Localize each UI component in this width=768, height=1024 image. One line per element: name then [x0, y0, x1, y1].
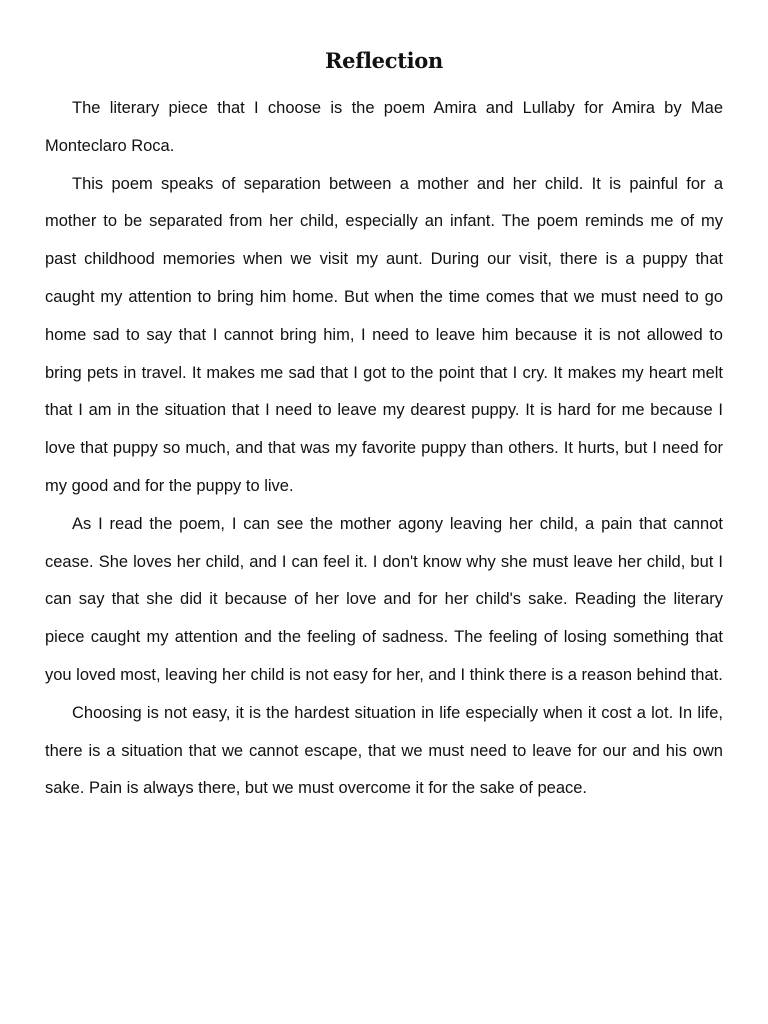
- paragraph-conclusion: Choosing is not easy, it is the hardest situation in life especially when it cost a lot. In life, there is a situation that we cannot escape, that we must need to leave for our and his own sake. Pain is always there, but we must overcome it for the sake of peace.: [45, 703, 723, 798]
- document-body: [45, 90, 723, 808]
- paragraph-separation-memory: This poem speaks of separation between a mother and her child. It is painful for a mother to be separated from her child, especially an infant. The poem reminds me of my past childhood memories when we visit my aunt. During our visit, there is a puppy that caught my attention to bring him home. But when the time comes that we must need to go home sad to say that I cannot bring him, I need to leave him because it is not allowed to bring pets in travel. It makes me sad that I got to the point that I cry. It makes my heart melt that I am in the situation that I need to leave my dearest puppy. It is hard for me because I love that puppy so much, and that was my favorite puppy than others. It hurts, but I need for my good and for the puppy to live.: [45, 174, 723, 495]
- paragraph-introduction: The literary piece that I choose is the poem Amira and Lullaby for Amira by Mae Monteclaro Roca.: [45, 99, 723, 155]
- document-title: Reflection: [325, 48, 443, 73]
- paragraph-mother-agony: As I read the poem, I can see the mother agony leaving her child, a pain that cannot cease. She loves her child, and I can feel it. I don't know why she must leave her child, but I can say that she did it because of her love and for her child's sake. Reading the literary piece caught my attention and the feeling of sadness. The feeling of losing something that you loved most, leaving her child is not easy for her, and I think there is a reason behind that.: [45, 514, 723, 684]
